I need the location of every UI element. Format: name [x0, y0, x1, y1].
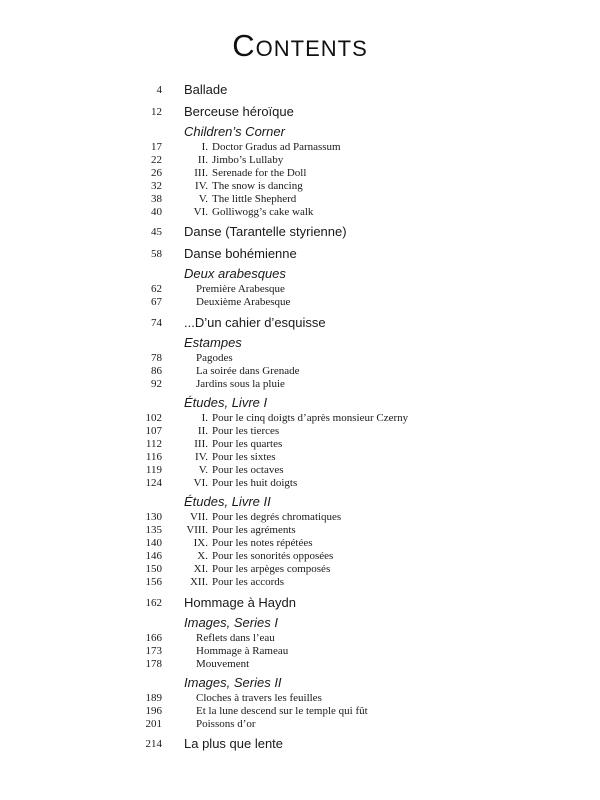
page-number: 26: [151, 167, 162, 179]
piece-numeral: VII.: [189, 511, 208, 523]
piece-title: Pour les accords: [212, 576, 285, 588]
piece-numeral: II.: [197, 425, 208, 437]
toc-entry: [0, 595, 600, 611]
entry-title: Danse bohémienne: [184, 246, 297, 261]
page-number: 189: [145, 692, 162, 704]
toc-section-heading: [0, 335, 600, 351]
piece-title: Pour les notes répétées: [212, 537, 313, 549]
piece-title: Jardins sous la pluie: [196, 378, 285, 390]
piece-title: Hommage à Rameau: [196, 645, 289, 657]
piece-title: Pour les sixtes: [212, 451, 276, 463]
page-number: 112: [145, 438, 162, 450]
toc-entry: [0, 315, 600, 331]
entry-title: Danse (Tarantelle styrienne): [184, 224, 347, 239]
page-number: 45: [151, 226, 162, 238]
entry-title: ...D’un cahier d’esquisse: [184, 315, 326, 330]
piece-numeral: V.: [198, 193, 208, 205]
page-number: 32: [151, 180, 162, 192]
piece-title: Pagodes: [196, 352, 233, 364]
toc-entry: [0, 82, 600, 98]
piece-title: Deuxième Arabesque: [196, 296, 291, 308]
page-number: 107: [145, 425, 162, 437]
piece-title: La soirée dans Grenade: [196, 365, 300, 377]
piece-title: Pour les octaves: [212, 464, 284, 476]
piece-numeral: I.: [201, 141, 208, 153]
page-number: 162: [145, 597, 162, 609]
page-number: 58: [151, 248, 162, 260]
section-title: Estampes: [184, 335, 242, 350]
piece-numeral: III.: [194, 167, 208, 179]
page-number: 196: [145, 705, 162, 717]
section-title: Images, Series I: [184, 615, 278, 630]
piece-title: Poissons d’or: [196, 718, 256, 730]
page-number: 214: [145, 738, 162, 750]
toc-subentry: [0, 475, 600, 491]
piece-title: Pour les quartes: [212, 438, 283, 450]
piece-title: Pour les tierces: [212, 425, 280, 437]
page-number: 92: [151, 378, 162, 390]
page-number: 140: [145, 537, 162, 549]
section-title: Études, Livre I: [184, 395, 268, 410]
piece-numeral: VIII.: [186, 524, 208, 536]
piece-numeral: I.: [201, 412, 208, 424]
piece-title: Reflets dans l’eau: [196, 632, 275, 644]
page-number: 86: [151, 365, 162, 377]
page-number: 178: [145, 658, 162, 670]
toc-subentry: [0, 716, 600, 732]
page-number: 12: [151, 106, 162, 118]
page-number: 201: [145, 718, 162, 730]
toc-subentry: [0, 204, 600, 220]
toc-subentry: [0, 376, 600, 392]
piece-title: Pour les degrés chromatiques: [212, 511, 342, 523]
piece-title: Golliwogg’s cake walk: [212, 206, 314, 218]
piece-numeral: IV.: [195, 180, 208, 192]
piece-numeral: VI.: [193, 477, 208, 489]
entry-title: Ballade: [184, 82, 228, 97]
page-number: 116: [145, 451, 162, 463]
page-title: Contents: [232, 28, 368, 63]
page-number: 156: [145, 576, 162, 588]
piece-title: The little Shepherd: [212, 193, 297, 205]
page-number: 62: [151, 283, 162, 295]
toc-entry: [0, 246, 600, 262]
piece-title: Serenade for the Doll: [212, 167, 307, 179]
page-number: 102: [145, 412, 162, 424]
piece-title: Doctor Gradus ad Parnassum: [212, 141, 341, 153]
piece-title: Pour le cinq doigts d’après monsieur Czerny: [212, 412, 409, 424]
piece-title: Jimbo’s Lullaby: [212, 154, 284, 166]
toc-section-heading: [0, 615, 600, 631]
piece-numeral: XI.: [193, 563, 208, 575]
piece-title: Pour les sonorités opposées: [212, 550, 334, 562]
toc-entry: [0, 224, 600, 240]
piece-numeral: IV.: [195, 451, 208, 463]
piece-numeral: X.: [197, 550, 208, 562]
piece-title: Et la lune descend sur le temple qui fût: [196, 705, 368, 717]
toc-subentry: [0, 294, 600, 310]
toc-entry: [0, 104, 600, 120]
piece-title: Première Arabesque: [196, 283, 285, 295]
page-number: 173: [145, 645, 162, 657]
page-number: 119: [145, 464, 162, 476]
page-number: 74: [151, 317, 162, 329]
piece-numeral: V.: [198, 464, 208, 476]
toc-section-heading: [0, 266, 600, 282]
page-number: 146: [145, 550, 162, 562]
entry-title: La plus que lente: [184, 736, 284, 751]
toc-subentry: [0, 574, 600, 590]
piece-title: Pour les agréments: [212, 524, 296, 536]
section-title: Children’s Corner: [184, 124, 285, 139]
section-title: Deux arabesques: [184, 266, 286, 281]
toc-entry: [0, 736, 600, 752]
page-number: 40: [151, 206, 162, 218]
page-number: 78: [151, 352, 162, 364]
toc-section-heading: [0, 494, 600, 510]
toc-section-heading: [0, 675, 600, 691]
piece-numeral: VI.: [193, 206, 208, 218]
page-number: 135: [145, 524, 162, 536]
page-number: 124: [145, 477, 162, 489]
toc-subentry: [0, 656, 600, 672]
piece-title: The snow is dancing: [212, 180, 303, 192]
piece-title: Pour les arpèges composés: [212, 563, 331, 575]
section-title: Images, Series II: [184, 675, 282, 690]
toc-section-heading: [0, 124, 600, 140]
page-number: 22: [151, 154, 162, 166]
piece-title: Pour les huit doigts: [212, 477, 298, 489]
page-number: 130: [145, 511, 162, 523]
entry-title: Berceuse héroïque: [184, 104, 294, 119]
toc-section-heading: [0, 395, 600, 411]
section-title: Études, Livre II: [184, 494, 271, 509]
piece-numeral: IX.: [193, 537, 208, 549]
entry-title: Hommage à Haydn: [184, 595, 296, 610]
page-number: 166: [145, 632, 162, 644]
piece-numeral: III.: [194, 438, 208, 450]
piece-title: Cloches à travers les feuilles: [196, 692, 322, 704]
page-number: 38: [151, 193, 162, 205]
piece-numeral: XII.: [189, 576, 208, 588]
page-number: 17: [151, 141, 162, 153]
piece-numeral: II.: [197, 154, 208, 166]
page-number: 67: [151, 296, 162, 308]
page-number: 4: [156, 84, 162, 96]
page-number: 150: [145, 563, 162, 575]
piece-title: Mouvement: [196, 658, 250, 670]
